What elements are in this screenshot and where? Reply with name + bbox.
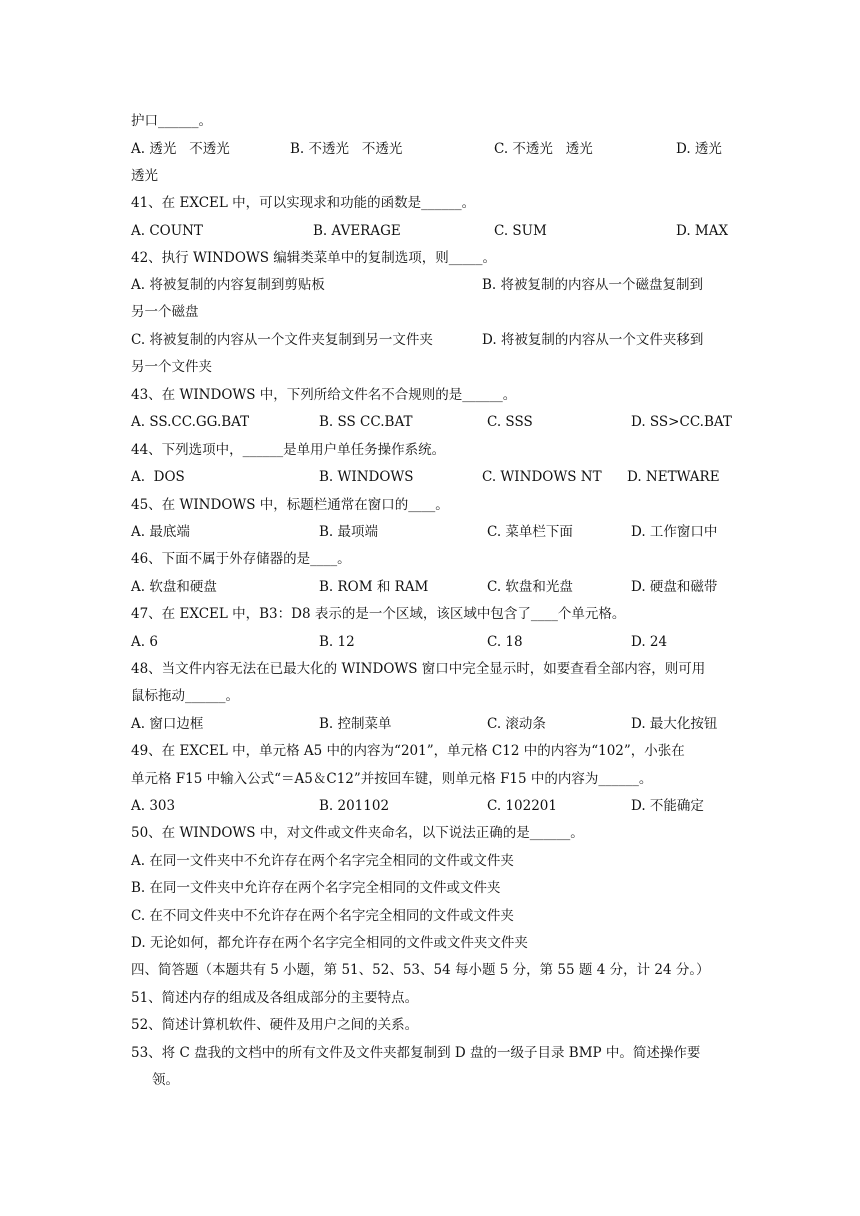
q43-option-a: A. SS.CC.GG.BAT xyxy=(131,414,250,430)
q41-option-a: A. COUNT xyxy=(131,223,203,239)
q40-stem-continuation: 护口______。 xyxy=(131,113,212,129)
q49-option-b: B. 201102 xyxy=(319,798,390,814)
q41-option-c: C. SUM xyxy=(494,223,547,239)
q42-option-c: C. 将被复制的内容从一个文件夹复制到另一文件夹 xyxy=(131,332,433,348)
q44-options xyxy=(0,468,860,486)
q42-option-d-wrap: 另一个文件夹 xyxy=(131,359,212,375)
q43-option-b: B. SS CC.BAT xyxy=(319,414,413,430)
q48-options xyxy=(0,715,860,733)
q42-option-b-wrap: 另一个磁盘 xyxy=(131,304,199,320)
q45-option-c: C. 菜单栏下面 xyxy=(487,524,573,540)
q49-option-c: C. 102201 xyxy=(487,798,557,814)
q51-stem: 51、简述内存的组成及各组成部分的主要特点。 xyxy=(131,990,419,1006)
q40-option-a: A. 透光 不透光 xyxy=(131,141,230,157)
q53-stem: 53、将 C 盘我的文档中的所有文件及文件夹都复制到 D 盘的一级子目录 BMP 中。简述操作要 xyxy=(131,1045,701,1061)
q44-option-b: B. WINDOWS xyxy=(319,469,414,485)
q45-stem: 45、在 WINDOWS 中，标题栏通常在窗口的____。 xyxy=(131,497,449,513)
q40-option-c: C. 不透光 透光 xyxy=(494,141,593,157)
q49-options xyxy=(0,797,860,815)
q46-option-d: D. 硬盘和磁带 xyxy=(631,579,718,595)
q42-options-ab xyxy=(0,276,860,294)
q40-option-d: D. 透光 xyxy=(676,141,722,157)
q43-options xyxy=(0,413,860,431)
q47-options xyxy=(0,633,860,651)
q47-option-b: B. 12 xyxy=(319,634,355,650)
q42-option-d: D. 将被复制的内容从一个文件夹移到 xyxy=(482,332,704,348)
section-4-heading: 四、简答题（本题共有 5 小题，第 51、52、53、54 每小题 5 分，第 55 题 4 分，计 24 分。） xyxy=(131,962,710,978)
q50-option-c: C. 在不同文件夹中不允许存在两个名字完全相同的文件或文件夹 xyxy=(131,908,514,924)
q50-stem: 50、在 WINDOWS 中，对文件或文件夹命名，以下说法正确的是______。 xyxy=(131,825,584,841)
q47-option-c: C. 18 xyxy=(487,634,523,650)
q48-stem-wrap: 鼠标拖动______。 xyxy=(131,688,239,704)
q53-stem-wrap: 领。 xyxy=(152,1072,179,1088)
q50-option-d: D. 无论如何，都允许存在两个名字完全相同的文件或文件夹文件夹 xyxy=(131,935,528,951)
q52-stem: 52、简述计算机软件、硬件及用户之间的关系。 xyxy=(131,1017,419,1033)
q49-option-a: A. 303 xyxy=(131,798,176,814)
q48-stem: 48、当文件内容无法在已最大化的 WINDOWS 窗口中完全显示时，如要查看全部内容，则可用 xyxy=(131,661,706,677)
q46-option-c: C. 软盘和光盘 xyxy=(487,579,573,595)
q49-stem-wrap: 单元格 F15 中输入公式“＝A5＆C12”并按回车键，则单元格 F15 中的内容为______。 xyxy=(131,771,653,787)
q43-option-c: C. SSS xyxy=(487,414,533,430)
q48-option-d: D. 最大化按钮 xyxy=(631,716,718,732)
q48-option-a: A. 窗口边框 xyxy=(131,716,204,732)
q40-option-b: B. 不透光 不透光 xyxy=(290,141,403,157)
q50-option-b: B. 在同一文件夹中允许存在两个名字完全相同的文件或文件夹 xyxy=(131,880,501,896)
q44-option-d: D. NETWARE xyxy=(627,469,720,485)
q49-stem: 49、在 EXCEL 中，单元格 A5 中的内容为“201”，单元格 C12 中的内容为“102”，小张在 xyxy=(131,743,685,759)
q48-option-b: B. 控制菜单 xyxy=(319,716,392,732)
q41-option-b: B. AVERAGE xyxy=(313,223,401,239)
q45-options xyxy=(0,523,860,541)
q47-option-d: D. 24 xyxy=(631,634,668,650)
q50-option-a: A. 在同一文件夹中不允许存在两个名字完全相同的文件或文件夹 xyxy=(131,853,514,869)
q45-option-a: A. 最底端 xyxy=(131,524,190,540)
q41-stem: 41、在 EXCEL 中，可以实现求和功能的函数是______。 xyxy=(131,195,476,211)
q44-option-c: C. WINDOWS NT xyxy=(482,469,602,485)
q45-option-d: D. 工作窗口中 xyxy=(631,524,718,540)
q41-option-d: D. MAX xyxy=(676,223,729,239)
q46-options xyxy=(0,578,860,596)
q42-option-b: B. 将被复制的内容从一个磁盘复制到 xyxy=(482,277,704,293)
q43-stem: 43、在 WINDOWS 中，下列所给文件名不合规则的是______。 xyxy=(131,387,517,403)
q49-option-d: D. 不能确定 xyxy=(631,798,704,814)
q46-option-a: A. 软盘和硬盘 xyxy=(131,579,217,595)
q42-options-cd xyxy=(0,331,860,349)
q42-stem: 42、执行 WINDOWS 编辑类菜单中的复制选项，则_____。 xyxy=(131,250,497,266)
q40-options xyxy=(0,140,860,158)
q45-option-b: B. 最项端 xyxy=(319,524,379,540)
q47-stem: 47、在 EXCEL 中，B3：D8 表示的是一个区域，该区域中包含了____个单元格。 xyxy=(131,606,626,622)
q40-option-d-wrap: 透光 xyxy=(131,168,158,184)
q42-option-a: A. 将被复制的内容复制到剪贴板 xyxy=(131,277,325,293)
q46-stem: 46、下面不属于外存储器的是____。 xyxy=(131,551,351,567)
q46-option-b: B. ROM 和 RAM xyxy=(319,579,429,595)
q44-option-a: A. DOS xyxy=(131,469,185,485)
q47-option-a: A. 6 xyxy=(131,634,158,650)
q48-option-c: C. 滚动条 xyxy=(487,716,546,732)
q44-stem: 44、下列选项中，______是单用户单任务操作系统。 xyxy=(131,442,446,458)
q43-option-d: D. SS>CC.BAT xyxy=(631,414,732,430)
q41-options xyxy=(0,222,860,240)
